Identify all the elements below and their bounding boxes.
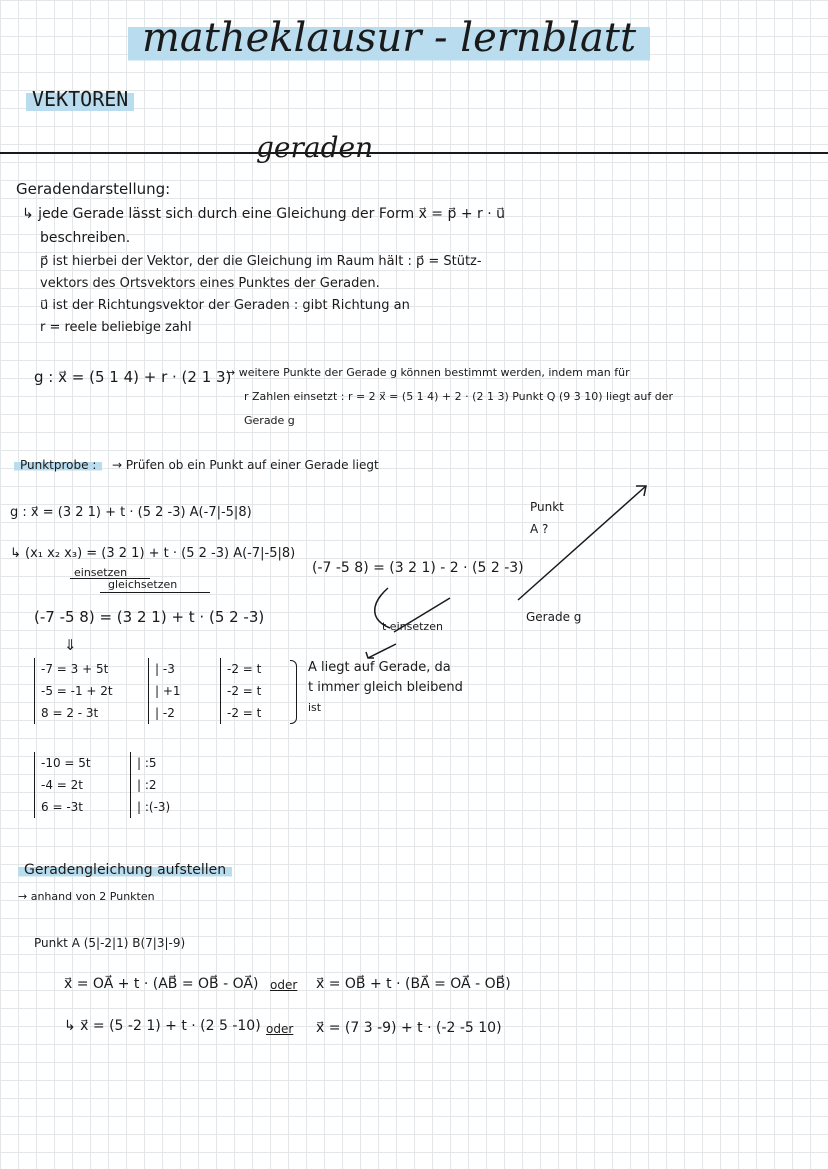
punktprobe-desc: → Prüfen ob ein Punkt auf einer Gerade liegt xyxy=(112,458,379,472)
aufstellen-equation: x⃗ = OB⃗ + t · (BA⃗ = OA⃗ - OB⃗) xyxy=(316,976,511,992)
equation-row: 8 = 2 - 3t xyxy=(41,706,99,720)
example-note: Gerade g xyxy=(244,414,295,427)
diagram-line-label: Gerade g xyxy=(526,610,582,624)
section-title: geraden xyxy=(256,131,374,164)
diagram-point-label: Punkt xyxy=(530,500,564,514)
operation-row: | :5 xyxy=(137,756,157,770)
topic-label: VEKTOREN xyxy=(26,84,134,114)
darstellung-line: r = reele beliebige zahl xyxy=(40,320,192,335)
aufstellen-sub: → anhand von 2 Punkten xyxy=(18,890,155,903)
equation-row: -10 = 5t xyxy=(41,756,91,770)
example-equation: g : x⃗ = (5 1 4) + r · (2 1 3) xyxy=(34,368,232,386)
line-diagram xyxy=(500,478,660,608)
result-brace xyxy=(290,660,297,724)
operation-row: | -2 xyxy=(155,706,175,720)
result-row: -2 = t xyxy=(227,706,262,720)
equation-row: -5 = -1 + 2t xyxy=(41,684,113,698)
gleichsetzen-label: gleichsetzen xyxy=(108,578,178,591)
check-equation: (-7 -5 8) = (3 2 1) - 2 · (5 2 -3) xyxy=(312,560,524,576)
result-system xyxy=(220,658,261,724)
darstellung-line: p⃗ ist hierbei der Vektor, der die Gleichung im Raum hält : p⃗ = Stütz- xyxy=(40,254,482,269)
einsetzen-underline xyxy=(70,578,150,579)
aufstellen-equation: x⃗ = OA⃗ + t · (AB⃗ = OB⃗ - OA⃗) xyxy=(64,976,259,992)
operations-2 xyxy=(130,752,170,818)
equation-row: -4 = 2t xyxy=(41,778,83,792)
conclusion-text xyxy=(308,658,463,718)
result-row: -2 = t xyxy=(227,662,262,676)
operation-row: | -3 xyxy=(155,662,175,676)
conclusion-line: A liegt auf Gerade, da xyxy=(308,660,451,675)
aufstellen-equation: x⃗ = (7 3 -9) + t · (-2 -5 10) xyxy=(316,1020,502,1036)
t-einsetzen-label: t einsetzen xyxy=(382,620,443,633)
example-note: r Zahlen einsetzt : r = 2 x⃗ = (5 1 4) + 2 · (2 1 3) Punkt Q (9 3 10) liegt auf der xyxy=(244,390,674,403)
equation-system-1 xyxy=(34,658,113,724)
darstellung-line: u⃗ ist der Richtungsvektor der Geraden : gibt Richtung an xyxy=(40,298,410,313)
equation-system-2 xyxy=(34,752,91,818)
aufstellen-equation: ↳ x⃗ = (5 -2 1) + t · (2 5 -10) xyxy=(64,1018,261,1034)
darstellung-line: ↳ jede Gerade lässt sich durch eine Gleichung der Form x⃗ = p⃗ + r · u⃗ xyxy=(22,206,505,222)
operation-row: | :(-3) xyxy=(137,800,171,814)
page-title: matheklausur - lernblatt xyxy=(128,10,650,66)
probe-equation: ↳ (x₁ x₂ x₃) = (3 2 1) + t · (5 2 -3) A(-7|-5|8) xyxy=(10,546,296,561)
gleichsetzen-underline xyxy=(100,592,210,593)
operations-1 xyxy=(148,658,181,724)
aufstellen-points: Punkt A (5|-2|1) B(7|3|-9) xyxy=(34,936,186,950)
operation-row: | +1 xyxy=(155,684,181,698)
equation-row: -7 = 3 + 5t xyxy=(41,662,109,676)
punktprobe-heading: Punktprobe : xyxy=(14,458,102,472)
probe-equation: g : x⃗ = (3 2 1) + t · (5 2 -3) A(-7|-5|8) xyxy=(10,505,252,520)
conclusion-line: t immer gleich bleibend xyxy=(308,680,463,695)
diagram-point-label: A ? xyxy=(530,522,549,536)
section-divider xyxy=(0,152,828,154)
darstellung-heading: Geradendarstellung: xyxy=(16,180,171,198)
aufstellen-heading: Geradengleichung aufstellen xyxy=(18,862,232,878)
darstellung-line: beschreiben. xyxy=(40,230,131,246)
operation-row: | :2 xyxy=(137,778,157,792)
einsetzen-label: einsetzen xyxy=(74,566,128,579)
example-note: → weitere Punkte der Gerade g können bestimmt werden, indem man für xyxy=(226,366,630,379)
darstellung-line: vektors des Ortsvektors eines Punktes der Geraden. xyxy=(40,276,380,291)
arrow-down-icon: ⇓ xyxy=(64,636,77,654)
oder-label: oder xyxy=(266,1022,294,1036)
probe-substituted: (-7 -5 8) = (3 2 1) + t · (5 2 -3) xyxy=(34,608,265,626)
equation-row: 6 = -3t xyxy=(41,800,83,814)
result-row: -2 = t xyxy=(227,684,262,698)
conclusion-line: ist xyxy=(308,701,322,714)
oder-label: oder xyxy=(270,978,298,992)
